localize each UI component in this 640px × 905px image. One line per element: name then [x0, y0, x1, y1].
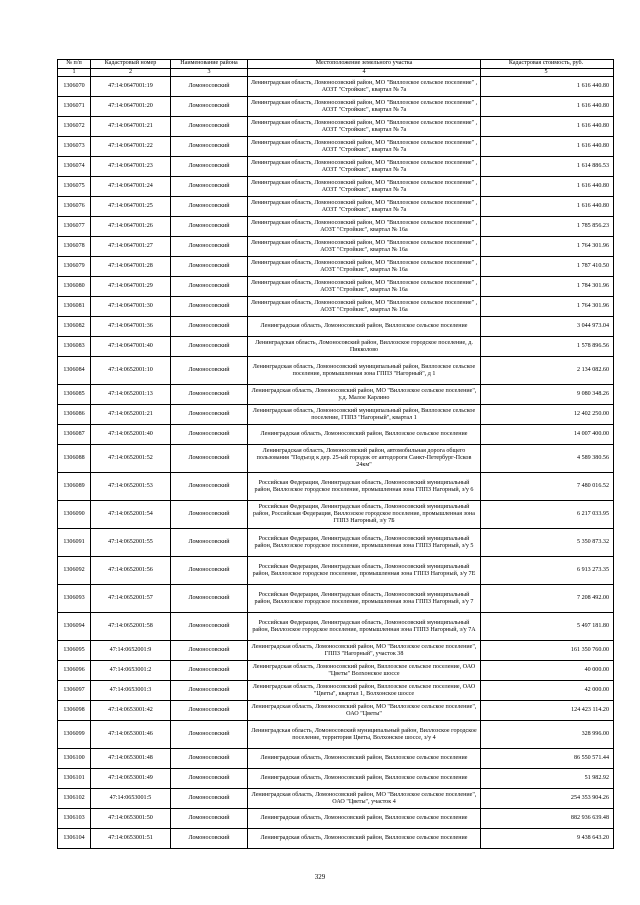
location-cell: Ленинградская область, Ломоносовский район, Виллозское сельское поселение, ОАО "Цветы" Волхонское шоссе — [248, 661, 481, 681]
document-page — [57, 59, 609, 849]
cadastral-number-cell: 47:14:0653001:3 — [91, 681, 171, 701]
location-cell: Ленинградская область, Ломоносовский район, МО "Виллозское сельское поселение" , АОЗТ "Стройкис", квартал № 7а — [248, 197, 481, 217]
cadastral-number-cell: 47:14:0652001:57 — [91, 585, 171, 613]
table-row — [58, 641, 614, 661]
row-number: 1306089 — [58, 473, 91, 501]
row-number: 1306085 — [58, 385, 91, 405]
row-number: 1306088 — [58, 445, 91, 473]
cadastral-value-cell: 1 785 856.23 — [481, 217, 614, 237]
cadastral-number-cell: 47:14:0647001:26 — [91, 217, 171, 237]
cadastral-value-cell: 9 438 643.20 — [481, 829, 614, 849]
cadastral-value-cell: 7 480 016.52 — [481, 473, 614, 501]
table-row — [58, 405, 614, 425]
column-number: 1 — [58, 69, 91, 77]
location-cell: Ленинградская область, Ломоносовский район, Виллозское сельское поселение — [248, 769, 481, 789]
table-row — [58, 473, 614, 501]
district-cell: Ломоносовский — [171, 97, 248, 117]
cadastral-number-cell: 47:14:0653001:48 — [91, 749, 171, 769]
table-row — [58, 681, 614, 701]
column-number: 3 — [171, 69, 248, 77]
cadastral-value-cell: 1 614 886.53 — [481, 157, 614, 177]
location-cell: Ленинградская область, Ломоносовский район, Виллозское городское поселение, д. Пикколово — [248, 337, 481, 357]
district-cell: Ломоносовский — [171, 749, 248, 769]
cadastral-value-cell: 1 616 440.80 — [481, 177, 614, 197]
district-cell: Ломоносовский — [171, 473, 248, 501]
cadastral-value-cell: 1 578 896.56 — [481, 337, 614, 357]
row-number: 1306090 — [58, 501, 91, 529]
cadastral-value-cell: 2 134 082.60 — [481, 357, 614, 385]
cadastral-number-cell: 47:14:0652001:58 — [91, 613, 171, 641]
row-number: 1306099 — [58, 721, 91, 749]
table-row — [58, 297, 614, 317]
column-number-row — [58, 69, 614, 77]
row-number: 1306086 — [58, 405, 91, 425]
table-row — [58, 701, 614, 721]
row-number: 1306098 — [58, 701, 91, 721]
row-number: 1306074 — [58, 157, 91, 177]
location-cell: Российская Федерация, Ленинградская область, Ломоносовский муниципальный район, Виллозское городское поселение, промышленная зона ГППЗ Нагорный, з/у 7Е — [248, 557, 481, 585]
location-cell: Ленинградская область, Ломоносовский район, МО "Виллозское сельское поселение" , АОЗТ "Стройкис", квартал № 7а — [248, 157, 481, 177]
cadastral-number-cell: 47:14:0653001:42 — [91, 701, 171, 721]
location-cell: Ленинградская область, Ломоносовский муниципальный район, Виллозское городское поселение, территория Цветы, Волхонское шоссе, з/у 4 — [248, 721, 481, 749]
cadastral-number-cell: 47:14:0652001:40 — [91, 425, 171, 445]
district-cell: Ломоносовский — [171, 77, 248, 97]
district-cell: Ломоносовский — [171, 197, 248, 217]
location-cell: Ленинградская область, Ломоносовский район, Виллозское сельское поселение — [248, 749, 481, 769]
location-cell: Ленинградская область, Ломоносовский район, МО "Виллозское сельское поселение", ОАО "Цветы" — [248, 701, 481, 721]
district-cell: Ломоносовский — [171, 217, 248, 237]
cadastral-value-cell: 124 423 114.20 — [481, 701, 614, 721]
column-number: 2 — [91, 69, 171, 77]
location-cell: Ленинградская область, Ломоносовский район, Виллозское сельское поселение, ОАО "Цветы", квартал 1, Волхонское шоссе — [248, 681, 481, 701]
table-row — [58, 557, 614, 585]
cadastral-value-cell: 1 616 440.80 — [481, 117, 614, 137]
table-row — [58, 789, 614, 809]
table-row — [58, 585, 614, 613]
location-cell: Ленинградская область, Ломоносовский район, МО "Виллозское сельское поселение" , АОЗТ "Стройкис", квартал № 7а — [248, 97, 481, 117]
cadastral-value-cell: 5 350 873.32 — [481, 529, 614, 557]
table-row — [58, 237, 614, 257]
row-number: 1306093 — [58, 585, 91, 613]
district-cell: Ломоносовский — [171, 641, 248, 661]
location-cell: Ленинградская область, Ломоносовский муниципальный район, Виллозское сельское поселение, промышленная зона ГППЗ "Нагорный", д 1 — [248, 357, 481, 385]
cadastral-value-cell: 86 550 571.44 — [481, 749, 614, 769]
cadastral-value-cell: 12 402 250.00 — [481, 405, 614, 425]
row-number: 1306073 — [58, 137, 91, 157]
table-row — [58, 809, 614, 829]
row-number: 1306079 — [58, 257, 91, 277]
header-location: Местоположение земельного участка — [248, 60, 481, 69]
district-cell: Ломоносовский — [171, 557, 248, 585]
row-number: 1306072 — [58, 117, 91, 137]
table-row — [58, 157, 614, 177]
cadastral-number-cell: 47:14:0652001:21 — [91, 405, 171, 425]
cadastral-value-cell: 1 764 301.96 — [481, 237, 614, 257]
cadastral-number-cell: 47:14:0647001:30 — [91, 297, 171, 317]
cadastral-value-cell: 328 996.00 — [481, 721, 614, 749]
row-number: 1306095 — [58, 641, 91, 661]
cadastral-number-cell: 47:14:0653001:49 — [91, 769, 171, 789]
table-row — [58, 721, 614, 749]
location-cell: Ленинградская область, Ломоносовский район, Виллозское сельское поселение — [248, 425, 481, 445]
cadastral-value-cell: 40 000.00 — [481, 661, 614, 681]
cadastral-number-cell: 47:14:0647001:19 — [91, 77, 171, 97]
cadastral-value-cell: 14 007 400.00 — [481, 425, 614, 445]
cadastral-number-cell: 47:14:0647001:21 — [91, 117, 171, 137]
location-cell: Ленинградская область, Ломоносовский район, МО "Виллозское сельское поселение" , АОЗТ "Стройкис", квартал № 7а — [248, 77, 481, 97]
location-cell: Российская Федерация, Ленинградская область, Ломоносовский муниципальный район, Российская Федерация, Виллозское городское поселение, промышленная зона ГППЗ Нагорный, з/у 7Б — [248, 501, 481, 529]
cadastral-value-cell: 9 080 348.26 — [481, 385, 614, 405]
row-number: 1306087 — [58, 425, 91, 445]
cadastral-value-cell: 5 497 181.80 — [481, 613, 614, 641]
cadastral-value-cell: 1 616 440.80 — [481, 137, 614, 157]
cadastral-value-cell: 1 764 301.96 — [481, 297, 614, 317]
location-cell: Ленинградская область, Ломоносовский район, МО "Виллозское сельское поселение", ГППЗ "Нагорный", участок 38 — [248, 641, 481, 661]
table-row — [58, 749, 614, 769]
cadastral-number-cell: 47:14:0652001:55 — [91, 529, 171, 557]
cadastral-value-cell: 51 982.92 — [481, 769, 614, 789]
location-cell: Ленинградская область, Ломоносовский район, автомобильная дорога общего пользования "Подъезд к дер. 25-ый городок от автодороги Санкт-Петербург-Псков 24км" — [248, 445, 481, 473]
row-number: 1306091 — [58, 529, 91, 557]
cadastral-number-cell: 47:14:0647001:28 — [91, 257, 171, 277]
table-row — [58, 97, 614, 117]
cadastral-value-cell: 254 353 904.26 — [481, 789, 614, 809]
district-cell: Ломоносовский — [171, 237, 248, 257]
location-cell: Ленинградская область, Ломоносовский район, МО "Виллозское сельское поселение", ОАО "Цветы", участок 4 — [248, 789, 481, 809]
cadastral-number-cell: 47:14:0647001:22 — [91, 137, 171, 157]
district-cell: Ломоносовский — [171, 317, 248, 337]
table-row — [58, 317, 614, 337]
table-row — [58, 277, 614, 297]
location-cell: Ленинградская область, Ломоносовский район, МО "Виллозское сельское поселение" , АОЗТ "Стройкис", квартал № 7а — [248, 177, 481, 197]
location-cell: Ленинградская область, Ломоносовский район, МО "Виллозское сельское поселение" , АОЗТ "Стройкис", квартал № 7а — [248, 117, 481, 137]
table-row — [58, 197, 614, 217]
cadastral-value-table — [57, 59, 614, 849]
district-cell: Ломоносовский — [171, 789, 248, 809]
table-row — [58, 385, 614, 405]
cadastral-number-cell: 47:14:0653001:51 — [91, 829, 171, 849]
cadastral-number-cell: 47:14:0653001:46 — [91, 721, 171, 749]
row-number: 1306102 — [58, 789, 91, 809]
district-cell: Ломоносовский — [171, 157, 248, 177]
header-number: № п/п — [58, 60, 91, 69]
cadastral-number-cell: 47:14:0647001:27 — [91, 237, 171, 257]
row-number: 1306101 — [58, 769, 91, 789]
table-row — [58, 117, 614, 137]
table-body — [58, 77, 614, 849]
table-row — [58, 77, 614, 97]
location-cell: Ленинградская область, Ломоносовский район, МО "Виллозское сельское поселение", у.д. Малое Карлино — [248, 385, 481, 405]
row-number: 1306070 — [58, 77, 91, 97]
district-cell: Ломоносовский — [171, 661, 248, 681]
district-cell: Ломоносовский — [171, 809, 248, 829]
column-number: 5 — [481, 69, 614, 77]
row-number: 1306082 — [58, 317, 91, 337]
location-cell: Российская Федерация, Ленинградская область, Ломоносовский муниципальный район, Виллозское городское поселение, промышленная зона ГППЗ Нагорный, з/у 6 — [248, 473, 481, 501]
cadastral-number-cell: 47:14:0652001:54 — [91, 501, 171, 529]
cadastral-number-cell: 47:14:0653001:50 — [91, 809, 171, 829]
location-cell: Российская Федерация, Ленинградская область, Ломоносовский муниципальный район, Виллозское городское поселение, промышленная зона ГППЗ Нагорный, з/у 5 — [248, 529, 481, 557]
table-row — [58, 769, 614, 789]
table-row — [58, 137, 614, 157]
cadastral-value-cell: 4 589 380.56 — [481, 445, 614, 473]
cadastral-number-cell: 47:14:0653001:5 — [91, 789, 171, 809]
cadastral-number-cell: 47:14:0647001:23 — [91, 157, 171, 177]
table-row — [58, 661, 614, 681]
row-number: 1306083 — [58, 337, 91, 357]
row-number: 1306094 — [58, 613, 91, 641]
header-cadastral-number: Кадастровый номер — [91, 60, 171, 69]
cadastral-value-cell: 1 616 440.80 — [481, 77, 614, 97]
district-cell: Ломоносовский — [171, 257, 248, 277]
row-number: 1306100 — [58, 749, 91, 769]
row-number: 1306081 — [58, 297, 91, 317]
table-row — [58, 425, 614, 445]
row-number: 1306097 — [58, 681, 91, 701]
column-number: 4 — [248, 69, 481, 77]
cadastral-number-cell: 47:14:0647001:25 — [91, 197, 171, 217]
cadastral-value-cell: 1 616 440.80 — [481, 97, 614, 117]
district-cell: Ломоносовский — [171, 613, 248, 641]
cadastral-number-cell: 47:14:0652001:52 — [91, 445, 171, 473]
row-number: 1306096 — [58, 661, 91, 681]
location-cell: Ленинградская область, Ломоносовский район, Виллозское сельское поселение — [248, 317, 481, 337]
district-cell: Ломоносовский — [171, 385, 248, 405]
row-number: 1306104 — [58, 829, 91, 849]
row-number: 1306078 — [58, 237, 91, 257]
table-row — [58, 501, 614, 529]
district-cell: Ломоносовский — [171, 137, 248, 157]
cadastral-number-cell: 47:14:0647001:24 — [91, 177, 171, 197]
location-cell: Ленинградская область, Ломоносовский район, МО "Виллозское сельское поселение" , АОЗТ "Стройкис", квартал № 16а — [248, 237, 481, 257]
district-cell: Ломоносовский — [171, 445, 248, 473]
cadastral-number-cell: 47:14:0647001:29 — [91, 277, 171, 297]
cadastral-value-cell: 882 936 639.48 — [481, 809, 614, 829]
district-cell: Ломоносовский — [171, 297, 248, 317]
cadastral-value-cell: 3 044 973.04 — [481, 317, 614, 337]
district-cell: Ломоносовский — [171, 769, 248, 789]
cadastral-number-cell: 47:14:0652001:53 — [91, 473, 171, 501]
row-number: 1306075 — [58, 177, 91, 197]
table-row — [58, 357, 614, 385]
district-cell: Ломоносовский — [171, 585, 248, 613]
district-cell: Ломоносовский — [171, 357, 248, 385]
cadastral-value-cell: 6 913 273.35 — [481, 557, 614, 585]
table-row — [58, 529, 614, 557]
cadastral-number-cell: 47:14:0647001:40 — [91, 337, 171, 357]
row-number: 1306084 — [58, 357, 91, 385]
table-row — [58, 337, 614, 357]
cadastral-value-cell: 6 217 033.95 — [481, 501, 614, 529]
location-cell: Российская Федерация, Ленинградская область, Ломоносовский муниципальный район, Виллозское городское поселение, промышленная зона ГППЗ Нагорный, з/у 7 — [248, 585, 481, 613]
table-header-row — [58, 60, 614, 69]
table-row — [58, 829, 614, 849]
cadastral-value-cell: 1 616 440.80 — [481, 197, 614, 217]
district-cell: Ломоносовский — [171, 829, 248, 849]
row-number: 1306080 — [58, 277, 91, 297]
location-cell: Ленинградская область, Ломоносовский муниципальный район, Виллозское сельское поселение, ГППЗ "Нагорный", квартал 1 — [248, 405, 481, 425]
district-cell: Ломоносовский — [171, 701, 248, 721]
row-number: 1306103 — [58, 809, 91, 829]
cadastral-number-cell: 47:14:0653001:2 — [91, 661, 171, 681]
cadastral-number-cell: 47:14:0652001:9 — [91, 641, 171, 661]
location-cell: Ленинградская область, Ломоносовский район, МО "Виллозское сельское поселение" , АОЗТ "Стройкис", квартал № 16а — [248, 297, 481, 317]
cadastral-number-cell: 47:14:0652001:56 — [91, 557, 171, 585]
cadastral-number-cell: 47:14:0652001:13 — [91, 385, 171, 405]
cadastral-number-cell: 47:14:0647001:36 — [91, 317, 171, 337]
cadastral-value-cell: 7 208 492.00 — [481, 585, 614, 613]
district-cell: Ломоносовский — [171, 117, 248, 137]
table-row — [58, 257, 614, 277]
table-row — [58, 445, 614, 473]
cadastral-value-cell: 1 787 410.50 — [481, 257, 614, 277]
table-row — [58, 177, 614, 197]
cadastral-number-cell: 47:14:0647001:20 — [91, 97, 171, 117]
district-cell: Ломоносовский — [171, 681, 248, 701]
district-cell: Ломоносовский — [171, 425, 248, 445]
row-number: 1306092 — [58, 557, 91, 585]
row-number: 1306071 — [58, 97, 91, 117]
row-number: 1306076 — [58, 197, 91, 217]
cadastral-number-cell: 47:14:0652001:10 — [91, 357, 171, 385]
district-cell: Ломоносовский — [171, 721, 248, 749]
district-cell: Ломоносовский — [171, 337, 248, 357]
cadastral-value-cell: 1 784 301.96 — [481, 277, 614, 297]
district-cell: Ломоносовский — [171, 277, 248, 297]
table-row — [58, 613, 614, 641]
location-cell: Российская Федерация, Ленинградская область, Ломоносовский муниципальный район, Виллозское городское поселение, промышленная зона ГППЗ Нагорный, з/у 7А — [248, 613, 481, 641]
location-cell: Ленинградская область, Ломоносовский район, МО "Виллозское сельское поселение" , АОЗТ "Стройкис", квартал № 7а — [248, 137, 481, 157]
header-cadastral-value: Кадастровая стоимость, руб. — [481, 60, 614, 69]
location-cell: Ленинградская область, Ломоносовский район, МО "Виллозское сельское поселение" , АОЗТ "Стройкис", квартал № 16а — [248, 277, 481, 297]
cadastral-value-cell: 42 000.00 — [481, 681, 614, 701]
location-cell: Ленинградская область, Ломоносовский район, МО "Виллозское сельское поселение" , АОЗТ "Стройкис", квартал № 16а — [248, 217, 481, 237]
table-row — [58, 217, 614, 237]
header-district: Наименование района — [171, 60, 248, 69]
page-number: 329 — [314, 873, 326, 881]
district-cell: Ломоносовский — [171, 177, 248, 197]
location-cell: Ленинградская область, Ломоносовский район, МО "Виллозское сельское поселение" , АОЗТ "Стройкис", квартал № 16а — [248, 257, 481, 277]
cadastral-value-cell: 161 350 760.00 — [481, 641, 614, 661]
district-cell: Ломоносовский — [171, 529, 248, 557]
district-cell: Ломоносовский — [171, 405, 248, 425]
row-number: 1306077 — [58, 217, 91, 237]
district-cell: Ломоносовский — [171, 501, 248, 529]
location-cell: Ленинградская область, Ломоносовский район, Виллозское сельское поселение — [248, 829, 481, 849]
location-cell: Ленинградская область, Ломоносовский район, Виллозское сельское поселение — [248, 809, 481, 829]
